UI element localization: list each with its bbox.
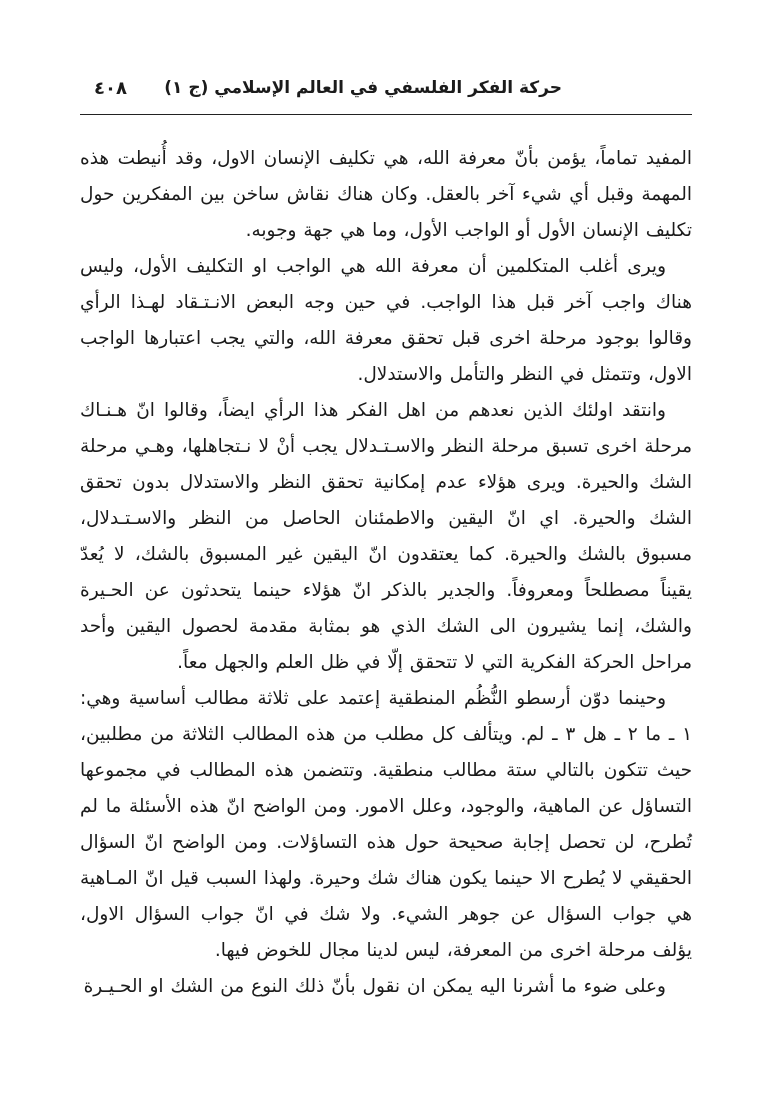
paragraph: المفيد تماماً، يؤمن بأنّ معرفة الله، هي تكليف الإنسان الاول، وقد أُنيطت هذه المهمة وقبل أي شيء آخر بالعقل. وكان هناك نقاش ساخن بين المفكرين حول تكليف الإنسان الأول أو الواجب الأول، وما هي جهة وجوبه.: [80, 148, 692, 241]
paragraph: وعلى ضوء ما أشرنا اليه يمكن ان نقول بأنّ ذلك النوع من الشك او الحـيـرة: [83, 976, 666, 997]
page-body: [80, 141, 692, 1005]
paragraph: وانتقد اولئك الذين نعدهم من اهل الفكر هذا الرأي ايضاً، وقالوا انّ هـنـاك مرحلة اخرى تسبق مرحلة النظر والاسـتـدلال يجب أنْ لا نـتجاهلها، وهـي مرحلة الشك والحيرة. ويرى هؤلاء عدم إمكانية تحقق النظر والاستدلال بدون تحقق الشك والحيرة. اي انّ اليقين والاطمئنان الحاصل من النظر والاسـتـدلال، مسبوق بالشك والحيرة. كما يعتقدون انّ اليقين غير المسبوق بالشك، لا يُعدّ يقيناً مصطلحاً ومعروفاً. والجدير بالذكر انّ هؤلاء حينما يتحدثون عن الحـيرة والشك، إنما يشيرون الى الشك الذي هو بمثابة مقدمة لحصول اليقين وأحد مراحل الحركة الفكرية التي لا تتحقق إلّا في ظل العلم والجهل معاً.: [80, 400, 692, 673]
running-head-title: حركة الفكر الفلسفي في العالم الإسلامي (ج ١): [164, 78, 562, 98]
header-divider: [80, 114, 692, 115]
page-header: [80, 78, 692, 112]
paragraph: ويرى أغلب المتكلمين أن معرفة الله هي الواجب او التكليف الأول، وليس هناك واجب آخر قبل هذا الواجب. في حين وجه البعض الانـتـقاد لهـذا الرأي وقالوا بوجود مرحلة اخرى قبل تحقق معرفة الله، والتي يجب اعتبارها الواجب الاول، وتتمثل في النظر والتأمل والاستدلال.: [80, 256, 692, 385]
page-number: ٤٠٨: [94, 78, 127, 99]
paragraph: وحينما دوّن أرسطو النُّظُم المنطقية إعتمد على ثلاثة مطالب أساسية وهي: ١ ـ ما ٢ ـ هل ٣ ـ لم. ويتألف كل مطلب من هذه المطالب الثلاثة من مطلبين، حيث تتكون بالتالي ستة مطالب منطقية. وتتضمن هذه المطالب في مجموعها التساؤل عن الماهية، والوجود، وعلل الامور. ومن الواضح انّ هذه الأسئلة ما لم تُطرح، لن تحصل إجابة صحيحة حول هذه التساؤلات. ومن الواضح انّ السؤال الحقيقي لا يُطرح الا حينما يكون هناك شك وحيرة. ولهذا السبب قيل انّ المـاهية هي جواب السؤال عن جوهر الشيء. ولا شك في انّ جواب السؤال الاول، يؤلف مرحلة اخرى من المعرفة، ليس لدينا مجال للخوض فيها.: [80, 688, 692, 961]
